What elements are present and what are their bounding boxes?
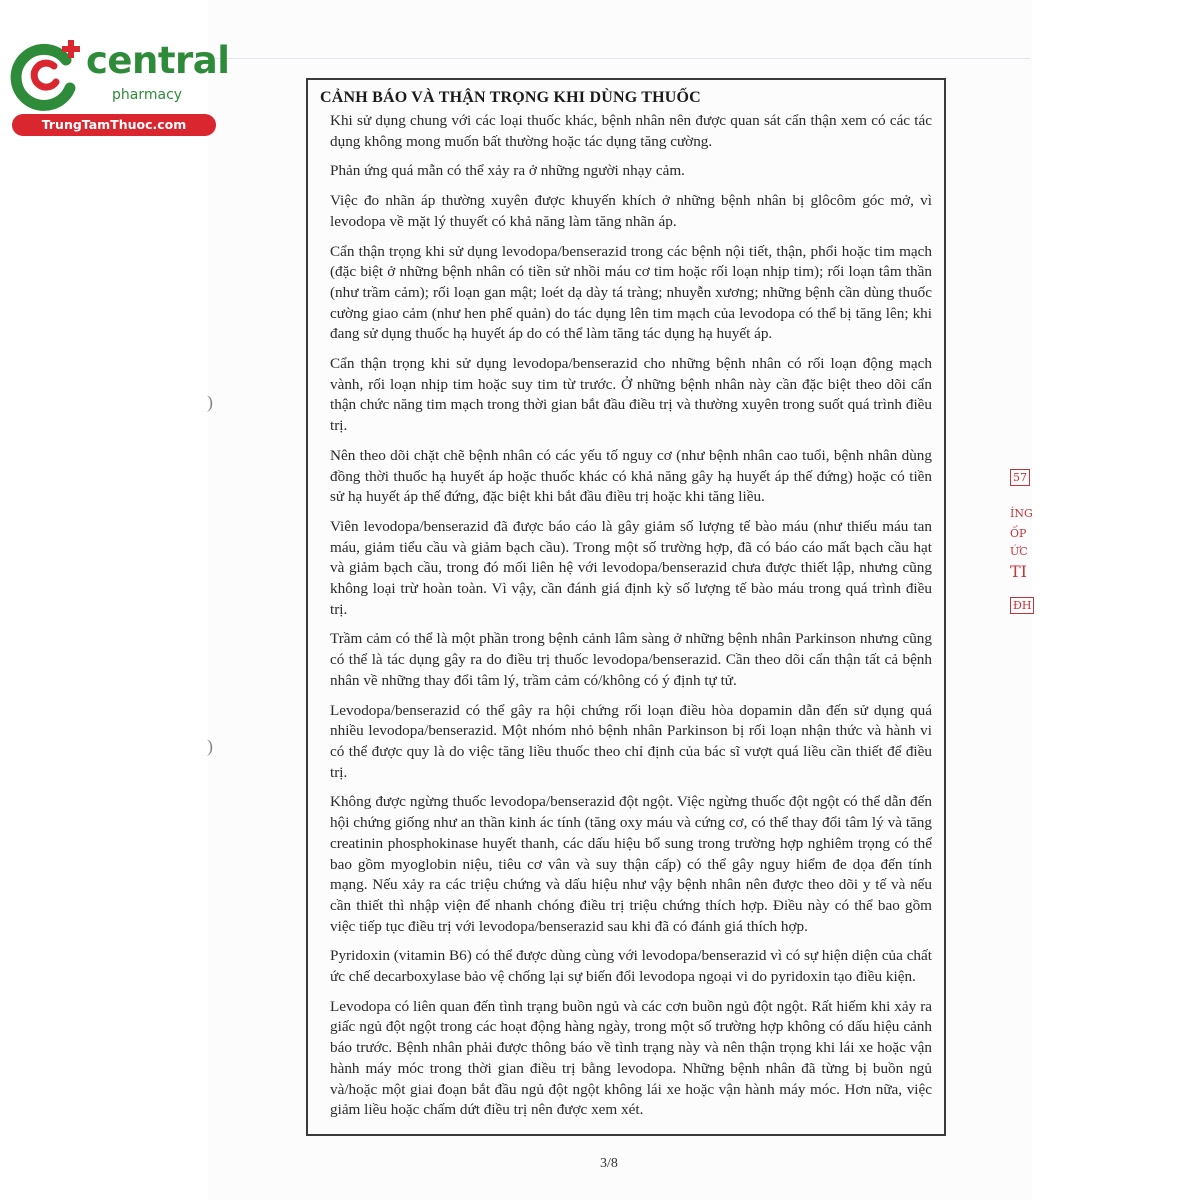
binding-mark: ) [207, 736, 213, 756]
scan-edge-line [208, 58, 1030, 59]
paragraph: Nên theo dõi chặt chẽ bệnh nhân có các yếu tố nguy cơ (như bệnh nhân cao tuổi, bệnh nhân dùng đồng thời thuốc hạ huyết áp hoặc thuốc khác có khả năng gây hạ huyết áp thế đứng) hoặc có tiền sử hạ huyết áp thế đứng, đặc biệt khi bắt đầu điều trị hoặc khi tăng liều. [330, 446, 932, 506]
logo-site-badge: TrungTamThuoc.com [12, 114, 216, 136]
stamp-fragment: ĐH [1010, 600, 1034, 611]
central-pharmacy-logo[interactable] [8, 36, 230, 136]
stamp-fragment: 57 [1010, 472, 1030, 483]
stamp-fragment: ỐP [1010, 527, 1027, 540]
page-number: 3/8 [600, 1156, 618, 1171]
stamp-fragment: TI [1010, 562, 1027, 581]
logo-brand-text: central [86, 39, 230, 82]
paragraph: Pyridoxin (vitamin B6) có thể được dùng cùng với levodopa/benserazid vì có sự hiện diện của chất ức chế decarboxylase bảo vệ chống lại sự biến đổi levodopa ngoại vi do pyridoxin tạo điều kiện. [330, 947, 932, 986]
paragraph: Trầm cảm có thể là một phần trong bệnh cảnh lâm sàng ở những bệnh nhân Parkinson nhưng cũng có thể là tác dụng gây ra do điều trị thuốc levodopa/benserazid. Cần theo dõi cẩn thận tất cả bệnh nhân về những thay đổi tâm lý, trầm cảm có/không có ý định tự tử. [330, 630, 932, 689]
paragraph: Levodopa/benserazid có thể gây ra hội chứng rối loạn điều hòa dopamin dẫn đến sử dụng quá nhiều levodopa/benserazid. Một nhóm nhỏ bệnh nhân Parkinson bị rối loạn nhận thức và hành vi có thể được quy là do việc tăng liều thuốc theo chỉ định của bác sĩ vượt quá liều cần thiết để điều trị. [330, 701, 932, 781]
paragraph: Cẩn thận trọng khi sử dụng levodopa/benserazid cho những bệnh nhân có rối loạn động mạch vành, rối loạn nhịp tim hoặc suy tim từ trước. Ở những bệnh nhân này cần đặc biệt theo dõi cẩn thận chức năng tim mạch trong thời gian bắt đầu điều trị và thường xuyên trong suốt quá trình điều trị. [330, 355, 932, 435]
stamp-fragment: ỨC [1010, 545, 1028, 558]
paragraph: Việc đo nhãn áp thường xuyên được khuyến khích ở những bệnh nhân bị glôcôm góc mở, vì levodopa về mặt lý thuyết có khả năng làm tăng nhãn áp. [330, 192, 932, 230]
paragraph: Khi sử dụng chung với các loại thuốc khác, bệnh nhân nên được quan sát cẩn thận xem có các tác dụng không mong muốn bất thường hoặc tác dụng tăng cường. [330, 112, 932, 150]
logo-cross-icon [8, 36, 88, 114]
warning-box [306, 78, 946, 1136]
paragraph: Cẩn thận trọng khi sử dụng levodopa/benserazid trong các bệnh nội tiết, thận, phổi hoặc tim mạch (đặc biệt ở những bệnh nhân có tiền sử nhồi máu cơ tim hoặc rối loạn nhịp tim); rối loạn tâm thần (như trầm cảm); rối loạn gan mật; loét dạ dày tá tràng; nhuyễn xương; những bệnh cần dùng thuốc cường giao cảm (như hen phế quản) do tác dụng lên tim mạch của levodopa có thể bị tăng lên; khi đang sử dụng thuốc hạ huyết áp do có thể làm tăng tác dụng hạ huyết áp. [330, 242, 932, 343]
logo-sub-text: pharmacy [112, 87, 183, 103]
paragraph: Không được ngừng thuốc levodopa/benserazid đột ngột. Việc ngừng thuốc đột ngột có thể dẫn đến hội chứng giống như an thần kinh ác tính (tăng oxy máu và cứng cơ, có thể thay đổi tâm lý và tăng creatinin phosphokinase huyết thanh, các dấu hiệu bổ sung trong trường hợp nghiêm trọng có thể bao gồm myoglobin niệu, tiêu cơ vân và suy thận cấp) có thể gây nguy hiểm đe dọa đến tính mạng. Nếu xảy ra các triệu chứng và dấu hiệu như vậy bệnh nhân nên được theo dõi y tế và nếu cần thiết thì nhập viện để nhanh chóng điều trị triệu chứng thích hợp. Điều này có thể bao gồm việc tiếp tục điều trị với levodopa/benserazid sau khi đã có đánh giá thích hợp. [330, 793, 932, 935]
stamp-fragment: ÍNG [1010, 507, 1033, 520]
paragraph: Phản ứng quá mẫn có thể xảy ra ở những người nhạy cảm. [330, 162, 685, 180]
section-title: CẢNH BÁO VÀ THẬN TRỌNG KHI DÙNG THUỐC [320, 89, 701, 106]
paragraph: Viên levodopa/benserazid đã được báo cáo là gây giảm số lượng tế bào máu (như thiếu máu tan máu, giảm tiểu cầu và giảm bạch cầu). Trong một số trường hợp, đã có báo cáo mất bạch cầu hạt và giảm bạch cầu, trong đó mối liên hệ với levodopa/benserazid chưa được thiết lập, nhưng cũng không loại trừ hoàn toàn. Vì vậy, cần đánh giá định kỳ số lượng tế bào máu trong quá trình điều trị. [330, 517, 932, 618]
paragraph: Levodopa có liên quan đến tình trạng buồn ngủ và các cơn buồn ngủ đột ngột. Rất hiếm khi xảy ra giấc ngủ đột ngột trong các hoạt động hàng ngày, trong một số trường hợp không có dấu hiệu cảnh báo trước. Bệnh nhân phải được thông báo về tình trạng này và nên thận trọng khi lái xe hoặc vận hành máy móc trong thời gian điều trị bằng levodopa. Những bệnh nhân đã từng bị buồn ngủ và/hoặc một giai đoạn bắt đầu ngủ đột ngột không lái xe hoặc vận hành máy móc. Hơn nữa, việc giảm liều hoặc chấm dứt điều trị nên được xem xét. [330, 997, 932, 1119]
binding-mark: ) [207, 392, 213, 412]
